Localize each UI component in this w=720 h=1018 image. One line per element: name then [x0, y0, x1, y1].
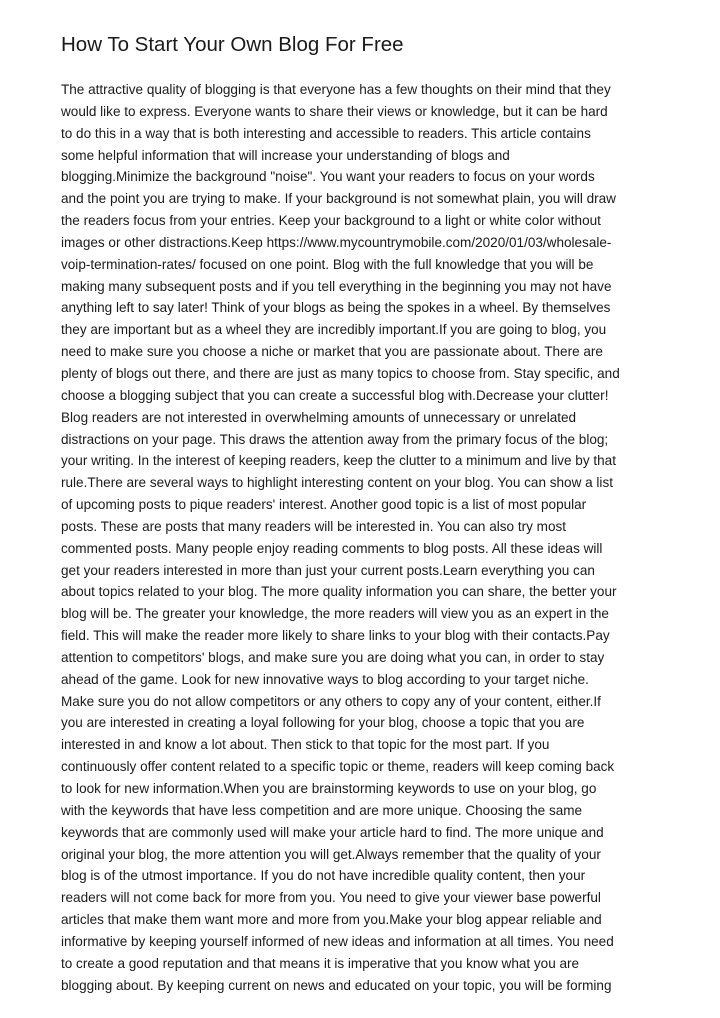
article-line: anything left to say later! Think of your blogs as being the spokes in a wheel. By themselves [61, 300, 611, 316]
article-line: commented posts. Many people enjoy reading comments to blog posts. All these ideas will [61, 540, 603, 556]
article-line: articles that make them want more and more from you.Make your blog appear reliable and [61, 912, 602, 928]
article-line: original your blog, the more attention you will get.Always remember that the quality of your [61, 846, 601, 862]
article-line: about topics related to your blog. The more quality information you can share, the better your [61, 584, 617, 600]
article-line: with the keywords that have less competition and are more unique. Choosing the same [61, 802, 583, 818]
article-line: choose a blogging subject that you can create a successful blog with.Decrease your clutter! [61, 387, 609, 403]
article-line: some helpful information that will increase your understanding of blogs and [61, 147, 510, 163]
article-line: they are important but as a wheel they are incredibly important.If you are going to blog, you [61, 322, 607, 338]
article-line: to create a good reputation and that means it is imperative that you know what you are [61, 955, 580, 971]
article-line: attention to competitors' blogs, and make sure you are doing what you can, in order to stay [61, 649, 605, 665]
article-line: your writing. In the interest of keeping readers, keep the clutter to a minimum and live by that [61, 453, 616, 469]
article-line: informative by keeping yourself informed of new ideas and information at all times. You need [61, 933, 614, 949]
article-line: distractions on your page. This draws the attention away from the primary focus of the blog; [61, 431, 609, 447]
article-line: and the point you are trying to make. If your background is not somewhat plain, you will draw [61, 191, 616, 207]
article-line: ahead of the game. Look for new innovative ways to blog according to your target niche. [61, 671, 589, 687]
document-title: How To Start Your Own Blog For Free [61, 33, 404, 56]
article-line: rule.There are several ways to highlight interesting content on your blog. You can show a list [61, 475, 613, 491]
article-line: of upcoming posts to pique readers' interest. Another good topic is a list of most popular [61, 497, 587, 513]
article-line: plenty of blogs out there, and there are just as many topics to choose from. Stay specific, and [61, 365, 620, 381]
article-line: to look for new information.When you are brainstorming keywords to use on your blog, go [61, 781, 597, 796]
article-line: readers will not come back for more from you. You need to give your viewer base powerful [61, 890, 601, 906]
article-line: the readers focus from your entries. Keep your background to a light or white color without [61, 213, 601, 229]
article-line: keywords that are commonly used will make your article hard to find. The more unique and [61, 824, 604, 840]
article-line: blog is of the utmost importance. If you do not have incredible quality content, then your [61, 868, 586, 884]
article-line: blog will be. The greater your knowledge, the more readers will view you as an expert in the [61, 606, 609, 622]
article-line: continuously offer content related to a specific topic or theme, readers will keep coming back [61, 759, 615, 775]
article-line: field. This will make the reader more likely to share links to your blog with their contacts.Pay [61, 628, 610, 644]
article-line: voip-termination-rates/ focused on one point. Blog with the full knowledge that you will be [61, 256, 594, 272]
article-body [61, 79, 661, 996]
article-line: need to make sure you choose a niche or market that you are passionate about. There are [61, 344, 603, 360]
article-line: posts. These are posts that many readers will be interested in. You can also try most [61, 518, 567, 534]
article-line: The attractive quality of blogging is that everyone has a few thoughts on their mind that they [61, 82, 611, 97]
article-line: blogging about. By keeping current on news and educated on your topic, you will be forming [61, 977, 612, 993]
article-line: Blog readers are not interested in overwhelming amounts of unnecessary or unrelated [61, 409, 577, 425]
article-line: would like to express. Everyone wants to share their views or knowledge, but it can be hard [61, 103, 608, 119]
article-line: get your readers interested in more than just your current posts.Learn everything you can [61, 562, 595, 578]
article-line: blogging.Minimize the background "noise". You want your readers to focus on your words [61, 169, 595, 185]
article-line: making many subsequent posts and if you tell everything in the beginning you may not have [61, 278, 612, 294]
article-line: Make sure you do not allow competitors or any others to copy any of your content, either.If [61, 693, 601, 709]
article-line: images or other distractions.Keep https://www.mycountrymobile.com/2020/01/03/wholesale- [61, 234, 612, 250]
article-line: you are interested in creating a loyal following for your blog, choose a topic that you are [61, 715, 585, 731]
article-line: interested in and know a lot about. Then stick to that topic for the most part. If you [61, 737, 550, 753]
article-line: to do this in a way that is both interesting and accessible to readers. This article contains [61, 125, 591, 141]
